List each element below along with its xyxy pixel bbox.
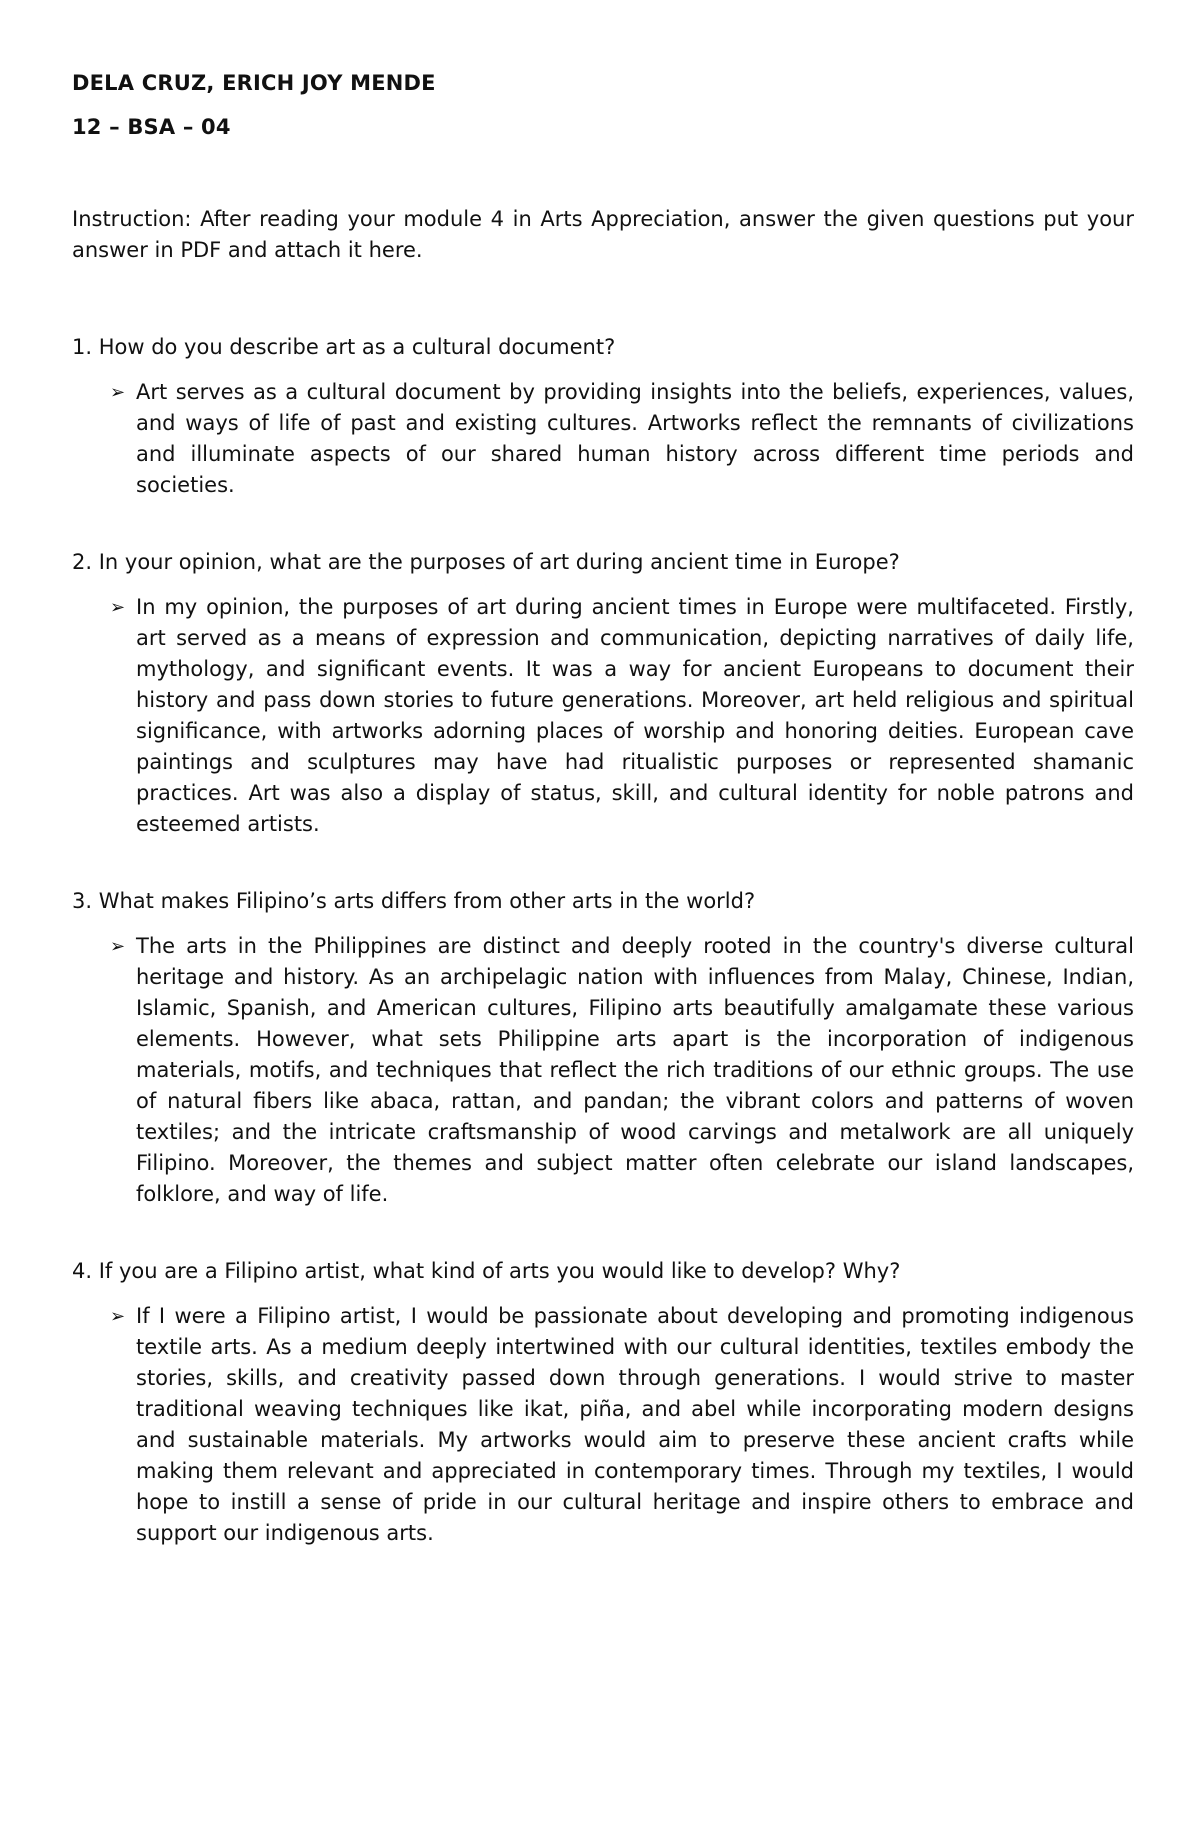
qa-item-1	[72, 332, 1134, 501]
arrow-bullet-icon: ➢	[110, 1306, 126, 1327]
arrow-bullet-icon: ➢	[110, 936, 126, 957]
qa-item-3	[72, 886, 1134, 1210]
question-3: 3. What makes Filipino’s arts differs from other arts in the world?	[72, 889, 756, 913]
instruction-text: Instruction: After reading your module 4 in Arts Appreciation, answer the given questions put your answer in PDF and attach it here.	[72, 207, 1134, 262]
answer-4: If I were a Filipino artist, I would be passionate about developing and promoting indigenous textile arts. As a medium deeply intertwined with our cultural identities, textiles embody the stories, skills, and creativity passed down through generations. I would strive to master traditional weaving techniques like ikat, piña, and abel while incorporating modern designs and sustainable materials. My artworks would aim to preserve these ancient crafts while making them relevant and appreciated in contemporary times. Through my textiles, I would hope to instill a sense of pride in our cultural heritage and inspire others to embrace and support our indigenous arts.	[136, 1304, 1134, 1545]
question-2: 2. In your opinion, what are the purposes of art during ancient time in Europe?	[72, 550, 900, 574]
answer-block-1	[72, 377, 1134, 501]
arrow-bullet-icon: ➢	[110, 382, 126, 403]
arrow-bullet-icon: ➢	[110, 597, 126, 618]
student-section: 12 – BSA – 04	[72, 115, 231, 139]
answer-block-2	[72, 592, 1134, 840]
answer-1: Art serves as a cultural document by providing insights into the beliefs, experiences, values, and ways of life of past and existing cultures. Artworks reflect the remnants of civilizations and illuminate aspects of our shared human history across different time periods and societies.	[136, 380, 1134, 497]
question-4: 4. If you are a Filipino artist, what kind of arts you would like to develop? Why?	[72, 1259, 901, 1283]
qa-item-4	[72, 1256, 1134, 1549]
answer-3: The arts in the Philippines are distinct and deeply rooted in the country's diverse cultural heritage and history. As an archipelagic nation with influences from Malay, Chinese, Indian, Islamic, Spanish, and American cultures, Filipino arts beautifully amalgamate these various elements. However, what sets Philippine arts apart is the incorporation of indigenous materials, motifs, and techniques that reflect the rich traditions of our ethnic groups. The use of natural fibers like abaca, rattan, and pandan; the vibrant colors and patterns of woven textiles; and the intricate craftsmanship of wood carvings and metalwork are all uniquely Filipino. Moreover, the themes and subject matter often celebrate our island landscapes, folklore, and way of life.	[136, 934, 1134, 1206]
answer-block-4	[72, 1301, 1134, 1549]
answer-block-3	[72, 931, 1134, 1210]
document-content	[72, 68, 1134, 1549]
qa-item-2	[72, 547, 1134, 840]
answer-2: In my opinion, the purposes of art during ancient times in Europe were multifaceted. Firstly, art served as a means of expression and communication, depicting narratives of daily life, mythology, and significant events. It was a way for ancient Europeans to document their history and pass down stories to future generations. Moreover, art held religious and spiritual significance, with artworks adorning places of worship and honoring deities. European cave paintings and sculptures may have had ritualistic purposes or represented shamanic practices. Art was also a display of status, skill, and cultural identity for noble patrons and esteemed artists.	[136, 595, 1134, 836]
question-1: 1. How do you describe art as a cultural document?	[72, 335, 616, 359]
student-name: DELA CRUZ, ERICH JOY MENDE	[72, 71, 436, 95]
